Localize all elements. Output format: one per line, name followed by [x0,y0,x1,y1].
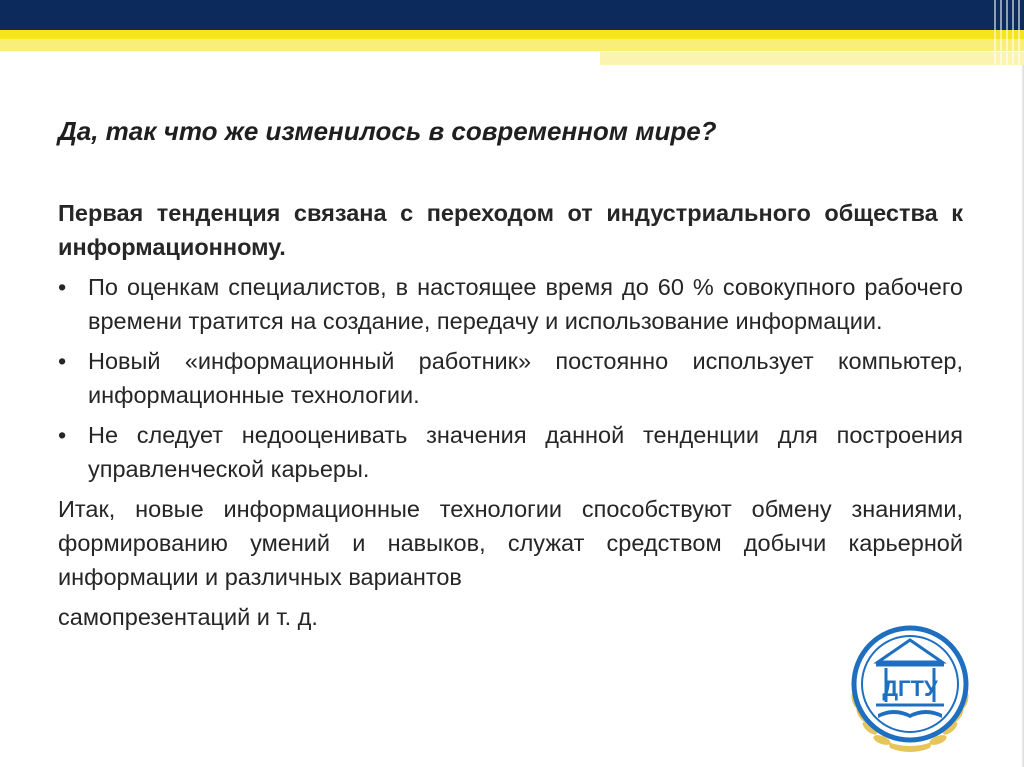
list-item-text: По оценкам специалистов, в настоящее время до 60 % совокупного рабочего времени тратится на создание, передачу и использование информации. [88,274,963,334]
header-bar-navy [0,0,1024,30]
list-item [58,418,963,486]
slide-title: Да, так что же изменилось в современном мире? [58,116,717,146]
university-emblem-icon [848,618,972,760]
bullet-list [58,270,963,486]
list-item [58,270,963,338]
summary-text: Итак, новые информационные технологии способствуют обмену знаниями, формированию умений и навыков, служат средством добычи карьерной информации и различных вариантов [58,496,963,590]
emblem-text: ДГТУ [882,676,938,701]
list-item-text: Не следует недооценивать значения данной тенденции для построения управленческой карьеры. [88,422,963,482]
bullet-marker: • [58,274,67,300]
lead-paragraph: Первая тенденция связана с переходом от индустриального общества к информационному. [58,200,963,260]
list-item-text: Новый «информационный работник» постоянно использует компьютер, информационные технологии. [88,348,963,408]
summary-paragraph [58,492,963,634]
bullet-marker: • [58,422,67,448]
header-bar-light [600,52,1024,65]
summary-last-line: самопрезентаций и т. д. [58,604,318,630]
header-bar-yellow [0,30,1024,39]
list-item [58,344,963,412]
header-stripes [990,0,1024,70]
header-bar-pale [0,39,1024,51]
slide-body [58,196,963,634]
bullet-marker: • [58,348,67,374]
